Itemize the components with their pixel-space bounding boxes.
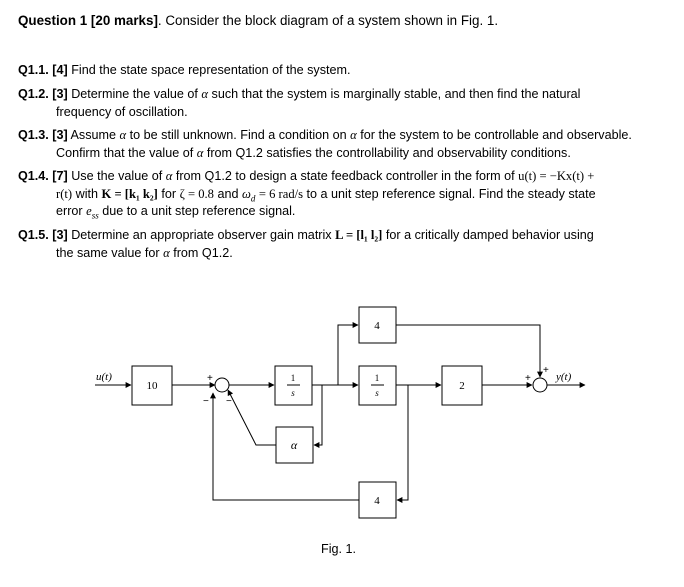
q1-4-cont2-b: due to a unit step reference signal.: [102, 204, 296, 218]
gain-4-top-label: 4: [374, 320, 380, 332]
alpha-feedback-out-line: [228, 390, 276, 445]
alpha-symbol: α: [165, 169, 173, 183]
alpha-symbol: α: [163, 245, 170, 260]
q1-3-label: Q1.3. [3]: [18, 128, 68, 142]
error-subscript: ss: [91, 210, 99, 221]
q1-3-cont-b: from Q1.2 satisfies the controllability and observability conditions.: [206, 145, 571, 160]
alpha-symbol: α: [196, 145, 204, 160]
q1-5-cont-b: from Q1.2.: [173, 245, 233, 260]
q1-4-cont-b: for: [161, 186, 177, 201]
q1-4-cont2-a: error: [56, 204, 83, 218]
alpha-symbol: α: [119, 128, 127, 142]
q1-2-text-b: such that the system is marginally stable, and then find the natural: [211, 87, 581, 101]
q1-4-cont-d: to a unit step reference signal. Find the steady state: [306, 186, 596, 201]
q1-5-text-a: Determine an appropriate observer gain matrix: [71, 228, 332, 242]
sum2-plus-sign-b: +: [543, 365, 549, 376]
integrator-1-denominator: s: [291, 388, 295, 398]
q1-4-text-a: Use the value of: [71, 169, 163, 183]
q1-3-text-b: to be still unknown. Find a condition on: [129, 128, 347, 142]
reference-signal: r(t): [56, 186, 73, 201]
alpha-block-label: α: [290, 438, 298, 452]
integrator-2-numerator: 1: [374, 373, 380, 383]
q1-5-text-b: for a critically damped behavior using: [385, 228, 594, 242]
question-title: Question 1 [20 marks]: [18, 13, 158, 28]
q1-1-text: Find the state space representation of the system.: [71, 63, 351, 77]
sum1-minus-sign-a: −: [203, 396, 209, 407]
q1-2-text-a: Determine the value of: [71, 87, 198, 101]
figure-caption: Fig. 1.: [321, 542, 356, 556]
q1-5-label: Q1.5. [3]: [18, 228, 68, 242]
omega-symbol: ω: [241, 186, 251, 201]
question-intro: . Consider the block diagram of a system shown in Fig. 1.: [157, 13, 499, 28]
error-symbol: e: [86, 204, 92, 218]
summing-junction-1: [215, 378, 229, 392]
gain-10-label: 10: [146, 380, 158, 392]
q1-4-label: Q1.4. [7]: [18, 169, 68, 183]
observer-gain-definition: L = [l₁ l₂]: [335, 228, 383, 242]
gain-k-definition: K = [k₁ k₂]: [101, 186, 158, 201]
q1-4-text-b: from Q1.2 to design a state feedback controller in the form of: [175, 169, 515, 183]
q1-5-cont-a: the same value for: [56, 245, 160, 260]
omega-subscript: d: [250, 193, 256, 204]
alpha-feedback-in-line: [314, 385, 322, 445]
zeta-value: ζ = 0.8: [179, 186, 214, 201]
output-label: y(t): [556, 371, 572, 383]
q1-1-label: Q1.1. [4]: [18, 63, 68, 77]
gain-4-bottom-label: 4: [374, 495, 380, 507]
integrator-2-denominator: s: [375, 388, 379, 398]
q1-4-cont-a: with: [75, 186, 98, 201]
summing-junction-2: [533, 378, 547, 392]
omega-value: = 6 rad/s: [258, 186, 304, 201]
input-label: u(t): [96, 371, 112, 383]
sum1-minus-sign-b: −: [226, 396, 232, 407]
q1-3-cont-a: Confirm that the value of: [56, 145, 194, 160]
q1-3-text-a: Assume: [70, 128, 117, 142]
control-law: u(t) = −Kx(t) +: [518, 169, 595, 183]
q1-2-cont: frequency of oscillation.: [56, 104, 188, 119]
gain-2-label: 2: [459, 380, 465, 392]
branch-to-gain-4-top-line: [338, 325, 358, 385]
integrator-1-numerator: 1: [290, 373, 296, 383]
gain-4-bottom-feedback-in-line: [397, 385, 408, 500]
q1-4-cont-c: and: [217, 186, 239, 201]
alpha-symbol: α: [201, 87, 209, 101]
q1-3-text-c: for the system to be controllable and observable.: [360, 128, 632, 142]
sum2-plus-sign-a: +: [525, 373, 531, 384]
sum1-plus-sign: +: [207, 373, 213, 384]
alpha-symbol: α: [350, 128, 357, 142]
q1-2-label: Q1.2. [3]: [18, 87, 68, 101]
